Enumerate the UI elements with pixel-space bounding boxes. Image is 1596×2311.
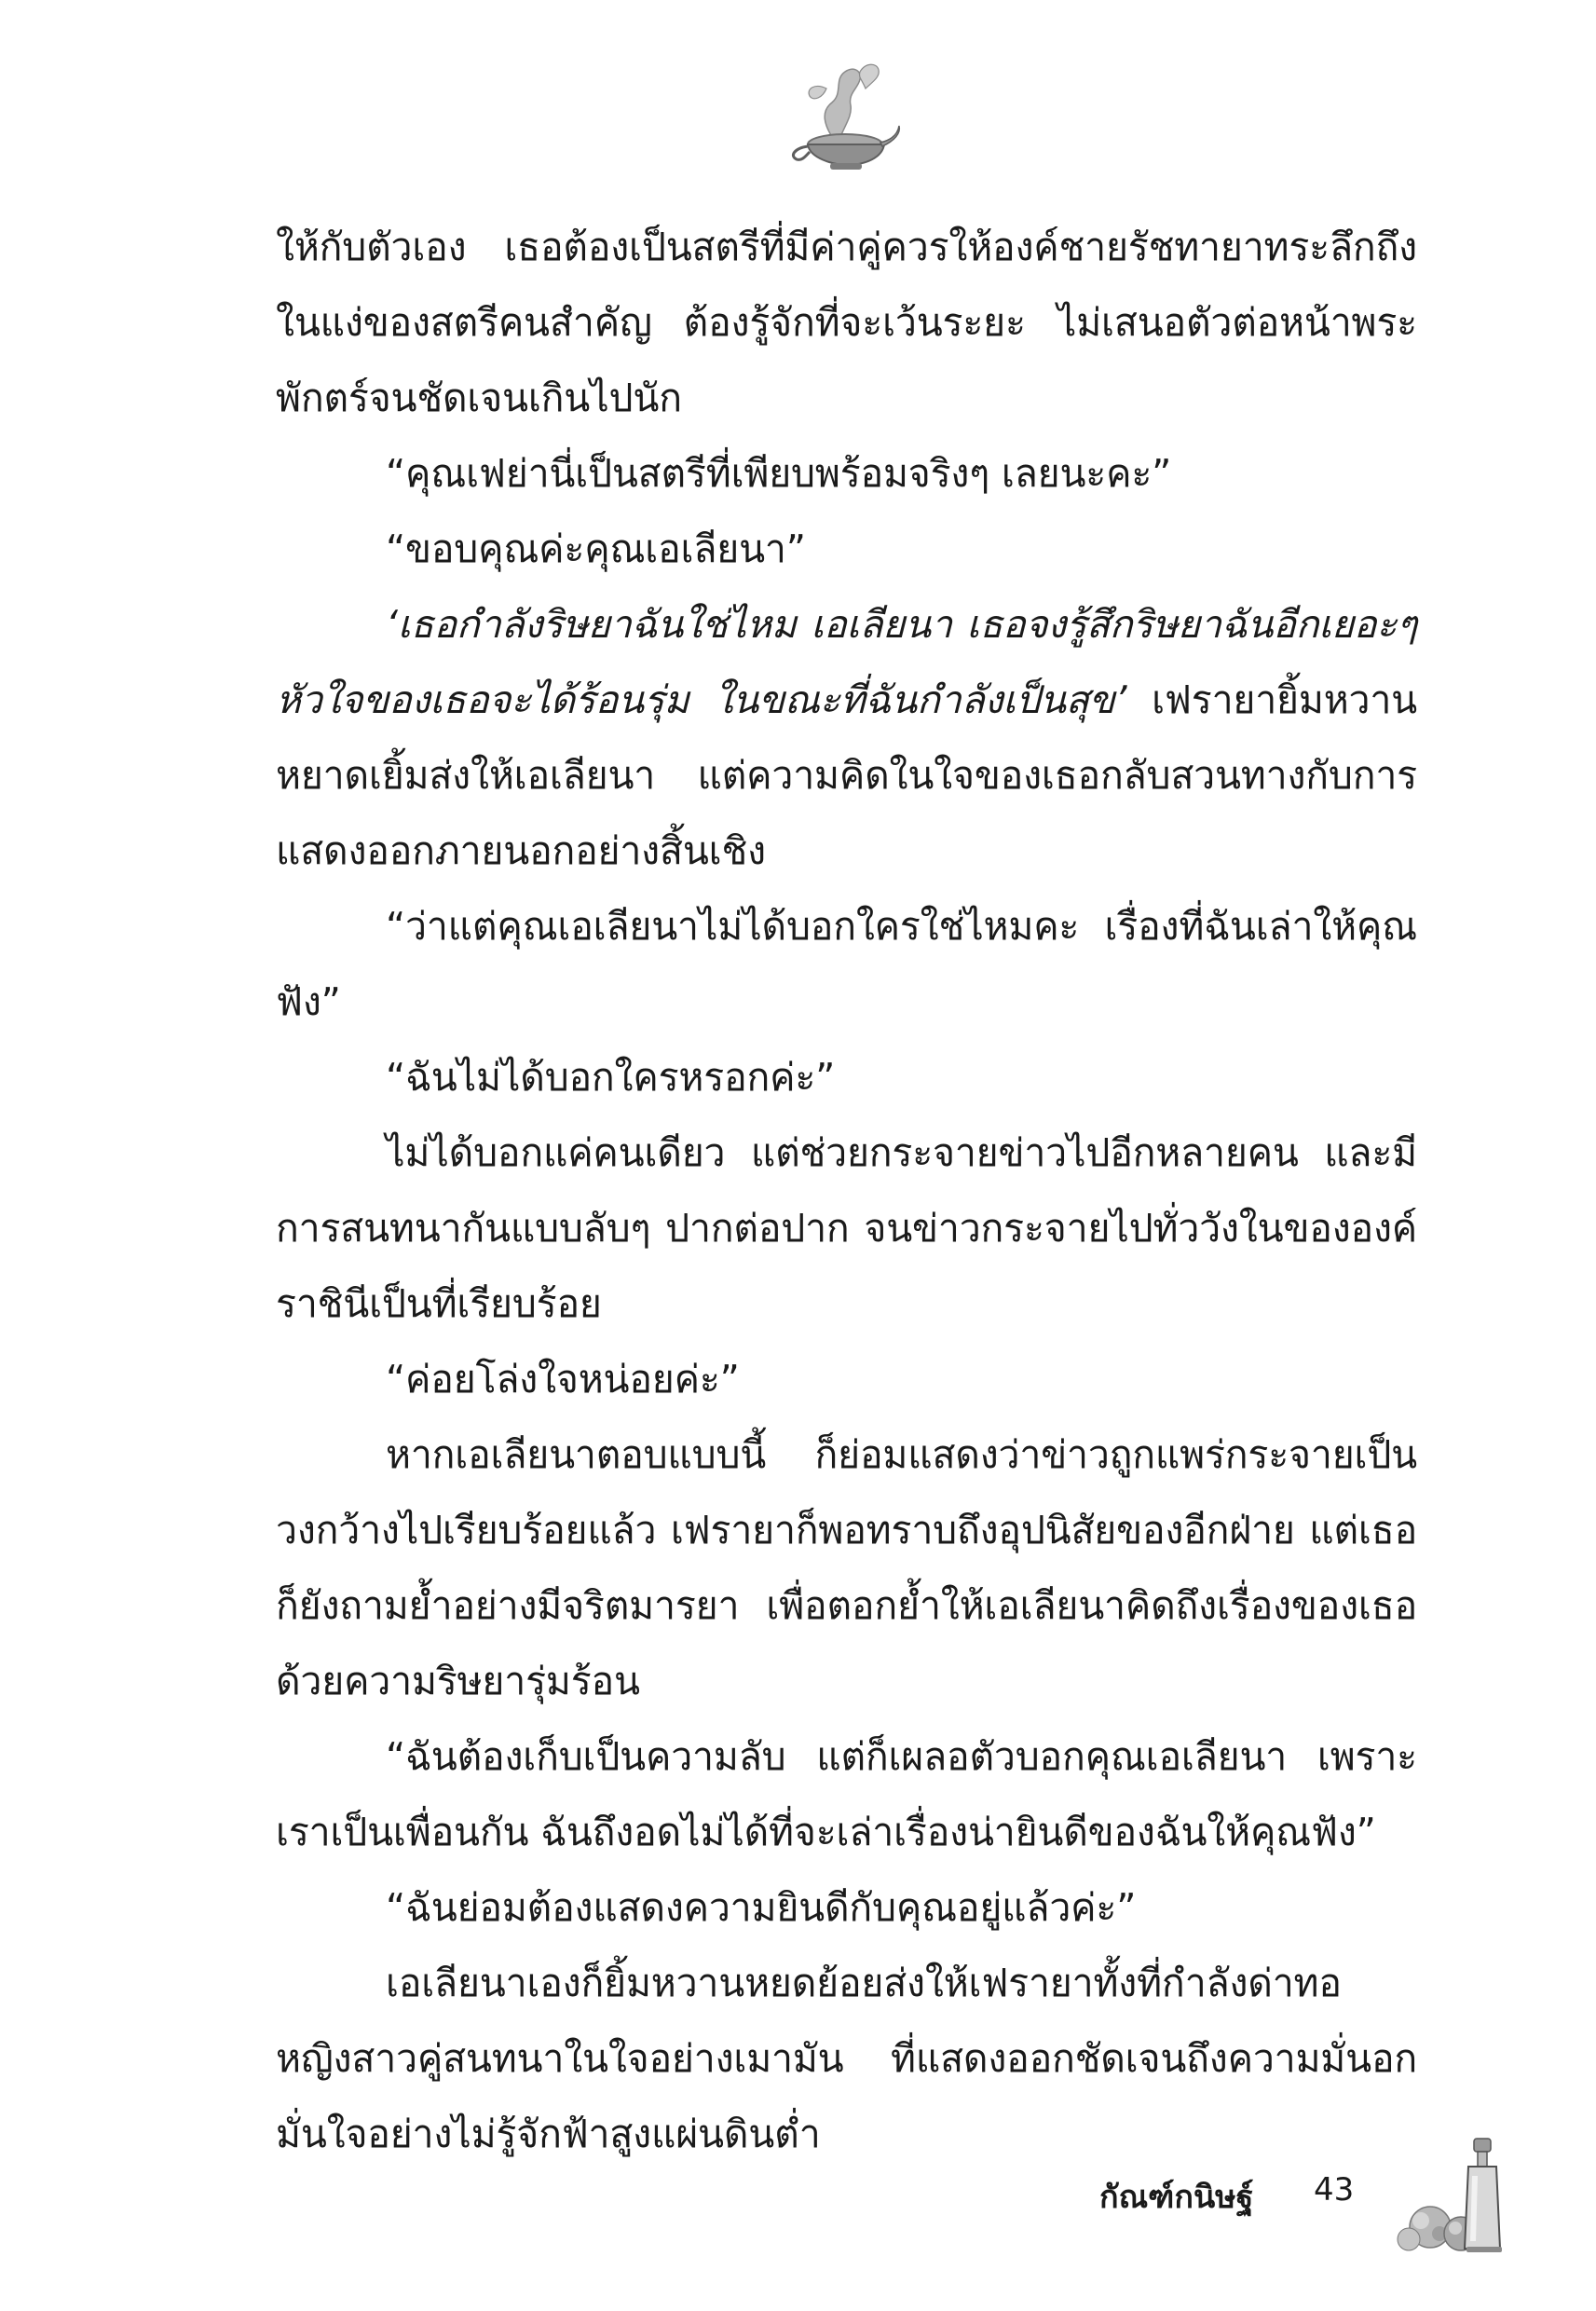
- paragraph: “ฉันย่อมต้องแสดงความยินดีกับคุณอยู่แล้วค่ะ”: [386, 1885, 1137, 1930]
- genie-lamp-icon: [769, 51, 908, 172]
- book-title: กัณฑ์กนิษฐ์: [1099, 2179, 1254, 2216]
- paragraph: “ฉันต้องเก็บเป็นความลับ แต่ก็เผลอตัวบอกคุณเอเลียนา เพราะเราเป็นเพื่อนกัน ฉันถึงอดไม่ได้ที่จะเล่าเรื่องน่ายินดีของฉันให้คุณฟัง”: [276, 1734, 1417, 1854]
- page-number: 43: [1314, 2171, 1355, 2208]
- page-footer: [1099, 2153, 1565, 2264]
- paragraph: “ฉันไม่ได้บอกใครหรอกค่ะ”: [386, 1055, 836, 1100]
- paragraph: “ขอบคุณค่ะคุณเอเลียนา”: [386, 526, 806, 571]
- paragraph: ไม่ได้บอกแค่คนเดียว แต่ช่วยกระจายข่าวไปอีกหลายคน และมีการสนทนากันแบบลับๆ ปากต่อปาก จนข่าวกระจายไปทั่ววังในขององค์ราชินีเป็นที่เรียบร้อย: [276, 1130, 1417, 1326]
- paragraph: [276, 587, 1417, 889]
- body-text: [276, 210, 1417, 2172]
- paragraph: “ค่อยโล่งใจหน่อยค่ะ”: [386, 1357, 740, 1402]
- flower-bottle-icon: [1388, 2120, 1528, 2260]
- paragraph: ให้กับตัวเอง เธอต้องเป็นสตรีที่มีค่าคู่ควรให้องค์ชายรัชทายาทระลึกถึงในแง่ของสตรีคนสำคัญ ต้องรู้จักที่จะเว้นระยะ ไม่เสนอตัวต่อหน้าพระพักตร์จนชัดเจนเกินไปนัก: [276, 225, 1417, 420]
- paragraph: “คุณเฟย่านี่เป็นสตรีที่เพียบพร้อมจริงๆ เลยนะคะ”: [386, 451, 1172, 496]
- paragraph: หากเอเลียนาตอบแบบนี้ ก็ย่อมแสดงว่าข่าวถูกแพร่กระจายเป็นวงกว้างไปเรียบร้อยแล้ว เฟรายาก็พอทราบถึงอุปนิสัยของอีกฝ่าย แต่เธอก็ยังถามย้ำอย่างมีจริตมารยา เพื่อตอกย้ำให้เอเลียนาคิดถึงเรื่องของเธอด้วยความริษยารุ่มร้อน: [276, 1432, 1417, 1703]
- paragraph-continuation: เฟรายายิ้มหวานหยาดเยิ้มส่งให้เอเลียนา แต่ความคิดในใจของเธอกลับสวนทางกับการแสดงออกภายนอกอย่างสิ้นเชิง: [276, 677, 1418, 873]
- paragraph: เอเลียนาเองก็ยิ้มหวานหยดย้อยส่งให้เฟรายาทั้งที่กำลังด่าทอหญิงสาวคู่สนทนาในใจอย่างเมามัน ที่แสดงออกชัดเจนถึงความมั่นอกมั่นใจอย่างไม่รู้จักฟ้าสูงแผ่นดินต่ำ: [276, 1961, 1417, 2156]
- inner-thought-italic: ‘เธอกำลังริษยาฉันใช่ไหม เอเลียนา เธอจงรู้สึกริษยาฉันอีกเยอะๆ หัวใจของเธอจะได้ร้อนรุ่ม ในขณะที่ฉันกำลังเป็นสุข’: [276, 602, 1417, 722]
- paragraph: “ว่าแต่คุณเอเลียนาไม่ได้บอกใครใช่ไหมคะ เรื่องที่ฉันเล่าให้คุณฟัง”: [276, 904, 1417, 1024]
